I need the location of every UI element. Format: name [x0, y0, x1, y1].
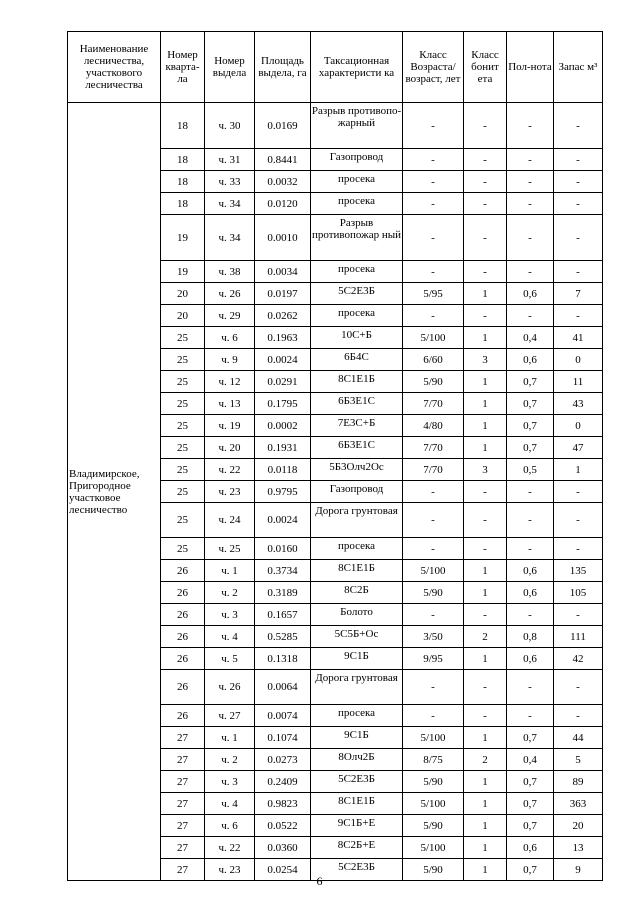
taxation-cell: просека: [311, 193, 403, 215]
taxation-cell: 9С1Б: [311, 648, 403, 670]
age-class-cell: 5/100: [403, 837, 464, 859]
area-cell: 0.0169: [255, 103, 311, 149]
quarter-cell: 25: [161, 481, 205, 503]
age-class-cell: 5/90: [403, 815, 464, 837]
stock-cell: 135: [554, 560, 603, 582]
density-cell: -: [507, 503, 554, 538]
bonitet-cell: -: [464, 149, 507, 171]
age-class-cell: -: [403, 481, 464, 503]
age-class-cell: -: [403, 193, 464, 215]
quarter-cell: 26: [161, 670, 205, 705]
bonitet-cell: -: [464, 538, 507, 560]
stock-cell: -: [554, 171, 603, 193]
quarter-cell: 26: [161, 705, 205, 727]
header-density: Пол-нота: [507, 32, 554, 103]
taxation-cell: Разрыв противопожар ный: [311, 215, 403, 261]
area-cell: 0.5285: [255, 626, 311, 648]
area-cell: 0.3734: [255, 560, 311, 582]
stock-cell: 41: [554, 327, 603, 349]
taxation-cell: Газопровод: [311, 149, 403, 171]
stock-cell: 0: [554, 349, 603, 371]
table-row: [68, 103, 603, 149]
bonitet-cell: 2: [464, 749, 507, 771]
forest-taxation-table: [67, 31, 603, 881]
area-cell: 0.1318: [255, 648, 311, 670]
plot-cell: ч. 6: [205, 815, 255, 837]
taxation-cell: 8С2Б: [311, 582, 403, 604]
taxation-cell: 5С5Б+Ос: [311, 626, 403, 648]
bonitet-cell: -: [464, 171, 507, 193]
area-cell: 0.0002: [255, 415, 311, 437]
bonitet-cell: 1: [464, 415, 507, 437]
age-class-cell: 5/100: [403, 793, 464, 815]
age-class-cell: 6/60: [403, 349, 464, 371]
area-cell: 0.0034: [255, 261, 311, 283]
taxation-cell: 5С2Е3Б: [311, 771, 403, 793]
age-class-cell: -: [403, 103, 464, 149]
unit-name-cell: Владимирское, Пригородное участковое лесничество: [68, 103, 161, 881]
age-class-cell: -: [403, 261, 464, 283]
taxation-cell: 10С+Б: [311, 327, 403, 349]
stock-cell: -: [554, 481, 603, 503]
header-stock: Запас м³: [554, 32, 603, 103]
age-class-cell: -: [403, 705, 464, 727]
stock-cell: 44: [554, 727, 603, 749]
density-cell: 0,6: [507, 349, 554, 371]
stock-cell: -: [554, 305, 603, 327]
bonitet-cell: -: [464, 103, 507, 149]
bonitet-cell: 1: [464, 393, 507, 415]
taxation-cell: 8С2Б+Е: [311, 837, 403, 859]
bonitet-cell: 3: [464, 459, 507, 481]
stock-cell: -: [554, 103, 603, 149]
stock-cell: 1: [554, 459, 603, 481]
density-cell: 0,5: [507, 459, 554, 481]
bonitet-cell: 1: [464, 327, 507, 349]
taxation-cell: 5С2Е3Б: [311, 859, 403, 881]
header-quarter: Номер кварта-ла: [161, 32, 205, 103]
density-cell: 0,7: [507, 727, 554, 749]
plot-cell: ч. 13: [205, 393, 255, 415]
taxation-cell: Дорога грунтовая: [311, 670, 403, 705]
taxation-cell: просека: [311, 705, 403, 727]
density-cell: 0,6: [507, 837, 554, 859]
header-bonitet: Класс бонит ета: [464, 32, 507, 103]
plot-cell: ч. 26: [205, 670, 255, 705]
density-cell: 0,7: [507, 437, 554, 459]
header-age-class: Класс Возраста/ возраст, лет: [403, 32, 464, 103]
taxation-cell: просека: [311, 261, 403, 283]
taxation-cell: Дорога грунтовая: [311, 503, 403, 538]
density-cell: -: [507, 149, 554, 171]
plot-cell: ч. 2: [205, 749, 255, 771]
plot-cell: ч. 34: [205, 215, 255, 261]
quarter-cell: 26: [161, 626, 205, 648]
bonitet-cell: -: [464, 261, 507, 283]
age-class-cell: 5/90: [403, 582, 464, 604]
taxation-cell: 9С1Б+Е: [311, 815, 403, 837]
taxation-cell: Разрыв противопо-жарный: [311, 103, 403, 149]
bonitet-cell: -: [464, 305, 507, 327]
header-plot: Номер выдела: [205, 32, 255, 103]
quarter-cell: 20: [161, 305, 205, 327]
density-cell: -: [507, 604, 554, 626]
plot-cell: ч. 4: [205, 626, 255, 648]
area-cell: 0.0032: [255, 171, 311, 193]
header-taxation: Таксационная характеристи ка: [311, 32, 403, 103]
plot-cell: ч. 23: [205, 481, 255, 503]
age-class-cell: 5/100: [403, 560, 464, 582]
quarter-cell: 25: [161, 393, 205, 415]
stock-cell: -: [554, 604, 603, 626]
bonitet-cell: 1: [464, 793, 507, 815]
area-cell: 0.0160: [255, 538, 311, 560]
age-class-cell: -: [403, 604, 464, 626]
age-class-cell: -: [403, 171, 464, 193]
quarter-cell: 27: [161, 793, 205, 815]
quarter-cell: 26: [161, 604, 205, 626]
age-class-cell: 5/90: [403, 371, 464, 393]
age-class-cell: -: [403, 503, 464, 538]
bonitet-cell: 1: [464, 283, 507, 305]
area-cell: 0.9823: [255, 793, 311, 815]
density-cell: 0,4: [507, 327, 554, 349]
age-class-cell: 8/75: [403, 749, 464, 771]
density-cell: -: [507, 305, 554, 327]
plot-cell: ч. 34: [205, 193, 255, 215]
density-cell: 0,7: [507, 771, 554, 793]
plot-cell: ч. 1: [205, 560, 255, 582]
age-class-cell: 5/90: [403, 859, 464, 881]
bonitet-cell: 1: [464, 837, 507, 859]
age-class-cell: 9/95: [403, 648, 464, 670]
plot-cell: ч. 22: [205, 459, 255, 481]
quarter-cell: 26: [161, 560, 205, 582]
density-cell: -: [507, 193, 554, 215]
quarter-cell: 25: [161, 503, 205, 538]
age-class-cell: 7/70: [403, 437, 464, 459]
area-cell: 0.1074: [255, 727, 311, 749]
density-cell: 0,7: [507, 859, 554, 881]
taxation-cell: 8Олч2Б: [311, 749, 403, 771]
bonitet-cell: 1: [464, 371, 507, 393]
table-body: [68, 103, 603, 881]
density-cell: 0,7: [507, 371, 554, 393]
area-cell: 0.0074: [255, 705, 311, 727]
stock-cell: -: [554, 193, 603, 215]
area-cell: 0.0360: [255, 837, 311, 859]
area-cell: 0.3189: [255, 582, 311, 604]
plot-cell: ч. 23: [205, 859, 255, 881]
quarter-cell: 26: [161, 648, 205, 670]
plot-cell: ч. 2: [205, 582, 255, 604]
quarter-cell: 27: [161, 815, 205, 837]
density-cell: 0,6: [507, 582, 554, 604]
taxation-cell: Болото: [311, 604, 403, 626]
quarter-cell: 25: [161, 415, 205, 437]
plot-cell: ч. 24: [205, 503, 255, 538]
bonitet-cell: -: [464, 193, 507, 215]
quarter-cell: 25: [161, 459, 205, 481]
header-area: Площадь выдела, га: [255, 32, 311, 103]
age-class-cell: -: [403, 670, 464, 705]
bonitet-cell: -: [464, 215, 507, 261]
bonitet-cell: 1: [464, 582, 507, 604]
taxation-cell: 8С1Е1Б: [311, 793, 403, 815]
area-cell: 0.0118: [255, 459, 311, 481]
density-cell: -: [507, 215, 554, 261]
bonitet-cell: 1: [464, 648, 507, 670]
density-cell: 0,7: [507, 793, 554, 815]
age-class-cell: 7/70: [403, 459, 464, 481]
plot-cell: ч. 5: [205, 648, 255, 670]
page-number: 6: [316, 874, 323, 888]
area-cell: 0.0254: [255, 859, 311, 881]
plot-cell: ч. 25: [205, 538, 255, 560]
quarter-cell: 18: [161, 103, 205, 149]
quarter-cell: 25: [161, 327, 205, 349]
stock-cell: 20: [554, 815, 603, 837]
quarter-cell: 27: [161, 749, 205, 771]
density-cell: 0,6: [507, 648, 554, 670]
plot-cell: ч. 22: [205, 837, 255, 859]
area-cell: 0.0291: [255, 371, 311, 393]
area-cell: 0.1931: [255, 437, 311, 459]
bonitet-cell: 1: [464, 727, 507, 749]
density-cell: 0,6: [507, 283, 554, 305]
area-cell: 0.0064: [255, 670, 311, 705]
plot-cell: ч. 12: [205, 371, 255, 393]
age-class-cell: 5/100: [403, 727, 464, 749]
plot-cell: ч. 27: [205, 705, 255, 727]
area-cell: 0.0273: [255, 749, 311, 771]
plot-cell: ч. 9: [205, 349, 255, 371]
stock-cell: 89: [554, 771, 603, 793]
age-class-cell: 3/50: [403, 626, 464, 648]
age-class-cell: 5/100: [403, 327, 464, 349]
density-cell: -: [507, 481, 554, 503]
quarter-cell: 20: [161, 283, 205, 305]
age-class-cell: -: [403, 538, 464, 560]
plot-cell: ч. 33: [205, 171, 255, 193]
stock-cell: 111: [554, 626, 603, 648]
taxation-cell: просека: [311, 171, 403, 193]
area-cell: 0.0024: [255, 349, 311, 371]
stock-cell: 5: [554, 749, 603, 771]
stock-cell: 43: [554, 393, 603, 415]
area-cell: 0.2409: [255, 771, 311, 793]
plot-cell: ч. 30: [205, 103, 255, 149]
density-cell: -: [507, 670, 554, 705]
area-cell: 0.0120: [255, 193, 311, 215]
stock-cell: -: [554, 261, 603, 283]
plot-cell: ч. 20: [205, 437, 255, 459]
taxation-cell: 8С1Е1Б: [311, 371, 403, 393]
plot-cell: ч. 1: [205, 727, 255, 749]
stock-cell: 42: [554, 648, 603, 670]
taxation-cell: просека: [311, 538, 403, 560]
stock-cell: -: [554, 149, 603, 171]
area-cell: 0.0262: [255, 305, 311, 327]
stock-cell: -: [554, 670, 603, 705]
age-class-cell: -: [403, 215, 464, 261]
bonitet-cell: 1: [464, 437, 507, 459]
quarter-cell: 26: [161, 582, 205, 604]
taxation-cell: 9С1Б: [311, 727, 403, 749]
stock-cell: -: [554, 705, 603, 727]
taxation-cell: Газопровод: [311, 481, 403, 503]
area-cell: 0.1657: [255, 604, 311, 626]
plot-cell: ч. 3: [205, 604, 255, 626]
quarter-cell: 27: [161, 837, 205, 859]
stock-cell: 0: [554, 415, 603, 437]
plot-cell: ч. 6: [205, 327, 255, 349]
density-cell: 0,7: [507, 393, 554, 415]
density-cell: -: [507, 103, 554, 149]
stock-cell: 9: [554, 859, 603, 881]
quarter-cell: 18: [161, 171, 205, 193]
age-class-cell: 5/95: [403, 283, 464, 305]
area-cell: 0.0197: [255, 283, 311, 305]
age-class-cell: -: [403, 305, 464, 327]
quarter-cell: 25: [161, 538, 205, 560]
stock-cell: -: [554, 215, 603, 261]
taxation-cell: 5Б3Олч2Ос: [311, 459, 403, 481]
table-header-row: [68, 32, 603, 103]
bonitet-cell: 1: [464, 771, 507, 793]
stock-cell: 13: [554, 837, 603, 859]
density-cell: -: [507, 171, 554, 193]
quarter-cell: 18: [161, 149, 205, 171]
plot-cell: ч. 4: [205, 793, 255, 815]
area-cell: 0.0024: [255, 503, 311, 538]
bonitet-cell: -: [464, 481, 507, 503]
taxation-cell: просека: [311, 305, 403, 327]
age-class-cell: 7/70: [403, 393, 464, 415]
plot-cell: ч. 31: [205, 149, 255, 171]
plot-cell: ч. 3: [205, 771, 255, 793]
quarter-cell: 25: [161, 349, 205, 371]
taxation-cell: 7Е3С+Б: [311, 415, 403, 437]
density-cell: 0,7: [507, 415, 554, 437]
area-cell: 0.0522: [255, 815, 311, 837]
area-cell: 0.8441: [255, 149, 311, 171]
plot-cell: ч. 29: [205, 305, 255, 327]
bonitet-cell: 3: [464, 349, 507, 371]
plot-cell: ч. 26: [205, 283, 255, 305]
quarter-cell: 27: [161, 771, 205, 793]
stock-cell: 105: [554, 582, 603, 604]
density-cell: 0,4: [507, 749, 554, 771]
bonitet-cell: 1: [464, 560, 507, 582]
quarter-cell: 27: [161, 859, 205, 881]
stock-cell: 7: [554, 283, 603, 305]
density-cell: -: [507, 261, 554, 283]
quarter-cell: 25: [161, 371, 205, 393]
taxation-cell: 6Б3Е1С: [311, 393, 403, 415]
stock-cell: -: [554, 503, 603, 538]
taxation-cell: 6Б3Е1С: [311, 437, 403, 459]
bonitet-cell: -: [464, 503, 507, 538]
area-cell: 0.0010: [255, 215, 311, 261]
taxation-cell: 6Б4С: [311, 349, 403, 371]
header-unit: Наименование лесничества, участкового лесничества: [68, 32, 161, 103]
stock-cell: 11: [554, 371, 603, 393]
density-cell: 0,8: [507, 626, 554, 648]
density-cell: -: [507, 538, 554, 560]
quarter-cell: 27: [161, 727, 205, 749]
taxation-cell: 8С1Е1Б: [311, 560, 403, 582]
quarter-cell: 19: [161, 261, 205, 283]
stock-cell: 363: [554, 793, 603, 815]
age-class-cell: -: [403, 149, 464, 171]
quarter-cell: 18: [161, 193, 205, 215]
taxation-cell: 5С2Е3Б: [311, 283, 403, 305]
plot-cell: ч. 19: [205, 415, 255, 437]
bonitet-cell: 1: [464, 859, 507, 881]
area-cell: 0.1963: [255, 327, 311, 349]
quarter-cell: 25: [161, 437, 205, 459]
quarter-cell: 19: [161, 215, 205, 261]
stock-cell: 47: [554, 437, 603, 459]
density-cell: 0,7: [507, 815, 554, 837]
bonitet-cell: -: [464, 670, 507, 705]
density-cell: -: [507, 705, 554, 727]
bonitet-cell: -: [464, 604, 507, 626]
plot-cell: ч. 38: [205, 261, 255, 283]
age-class-cell: 4/80: [403, 415, 464, 437]
age-class-cell: 5/90: [403, 771, 464, 793]
area-cell: 0.9795: [255, 481, 311, 503]
bonitet-cell: -: [464, 705, 507, 727]
area-cell: 0.1795: [255, 393, 311, 415]
density-cell: 0,6: [507, 560, 554, 582]
bonitet-cell: 1: [464, 815, 507, 837]
bonitet-cell: 2: [464, 626, 507, 648]
stock-cell: -: [554, 538, 603, 560]
